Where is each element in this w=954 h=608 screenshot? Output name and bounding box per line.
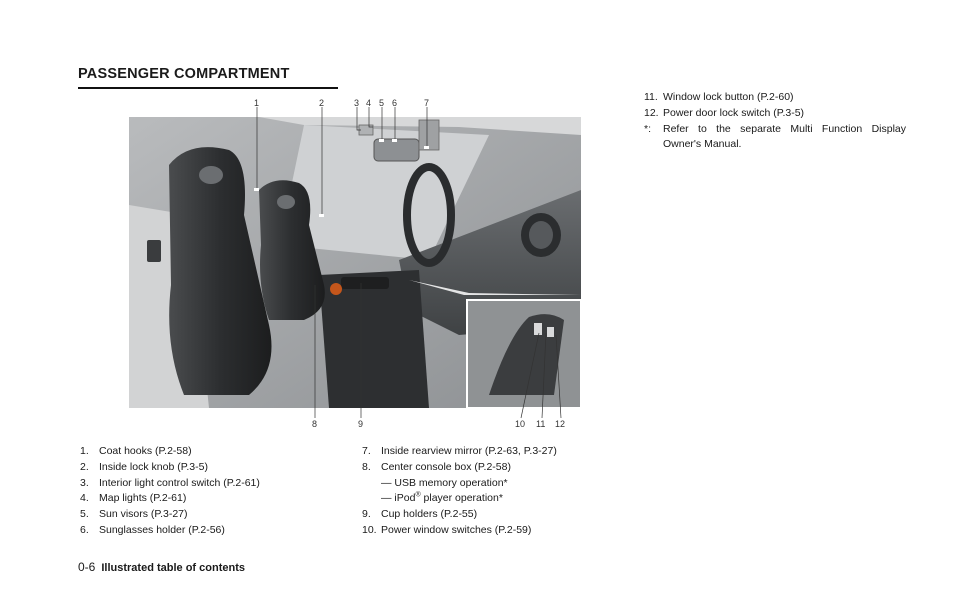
footnote-continuation: Owner's Manual. — [663, 138, 742, 151]
section-title: PASSENGER COMPARTMENT — [78, 66, 290, 82]
legend-list-right — [644, 90, 906, 153]
legend-item: 1. Coat hooks (P.2-58) — [80, 445, 192, 457]
inset-switch-b — [547, 327, 554, 337]
callout-5: 5 — [379, 98, 385, 108]
callout-12: 12 — [555, 419, 566, 429]
map-lights — [359, 125, 373, 135]
callout-9: 9 — [358, 419, 364, 429]
page-number: 0-6 — [78, 560, 96, 574]
legend-item: 3. Interior light control switch (P.2-61) — [80, 476, 260, 489]
inset-switch-a — [534, 323, 542, 335]
sunglasses-holder — [419, 120, 439, 150]
footnote: *: Refer to the separate Multi Function Display — [644, 122, 906, 135]
legend-list-left — [80, 444, 260, 539]
legend-item: 9. Cup holders (P.2-55) — [362, 508, 478, 521]
legend-item: 6. Sunglasses holder (P.2-56) — [80, 523, 225, 536]
callout-7: 7 — [424, 98, 430, 108]
rearview-mirror — [374, 139, 419, 161]
callout-4: 4 — [366, 98, 372, 108]
callout-2: 2 — [319, 98, 325, 108]
legend-subitem-ipod: — iPod® player operation* — [381, 491, 503, 505]
callout-10: 10 — [515, 419, 526, 429]
seat-opening-right — [277, 195, 295, 209]
callout-11: 11 — [536, 419, 546, 429]
title-rule — [78, 87, 338, 89]
legend-item: 10. Power window switches (P.2-59) — [362, 523, 532, 536]
console-knob — [330, 283, 342, 295]
page-footer — [78, 560, 245, 574]
door-handle — [147, 240, 161, 262]
legend-item: 5. Sun visors (P.3-27) — [80, 508, 188, 521]
callout-3: 3 — [354, 98, 360, 108]
callout-1: 1 — [254, 98, 260, 108]
seat-opening-left — [199, 166, 223, 184]
callout-8: 8 — [312, 419, 318, 429]
legend-item: 7. Inside rearview mirror (P.2-63, P.3-27) — [362, 445, 557, 457]
legend-item: 2. Inside lock knob (P.3-5) — [80, 460, 208, 473]
footer-title: Illustrated table of contents — [101, 562, 245, 574]
callout-6: 6 — [392, 98, 398, 108]
legend-item: 4. Map lights (P.2-61) — [80, 492, 187, 505]
legend-list-middle — [362, 444, 557, 539]
cup-holders — [341, 277, 389, 289]
legend-item: 8. Center console box (P.2-58) — [362, 460, 511, 473]
passenger-compartment-illustration — [129, 95, 581, 430]
legend-item: 11. Window lock button (P.2-60) — [644, 91, 794, 103]
cabin-drawing — [129, 95, 581, 430]
air-vent-inner — [529, 221, 553, 249]
legend-item: 12. Power door lock switch (P.3-5) — [644, 106, 805, 119]
legend-subitem-usb: — USB memory operation* — [381, 476, 508, 489]
